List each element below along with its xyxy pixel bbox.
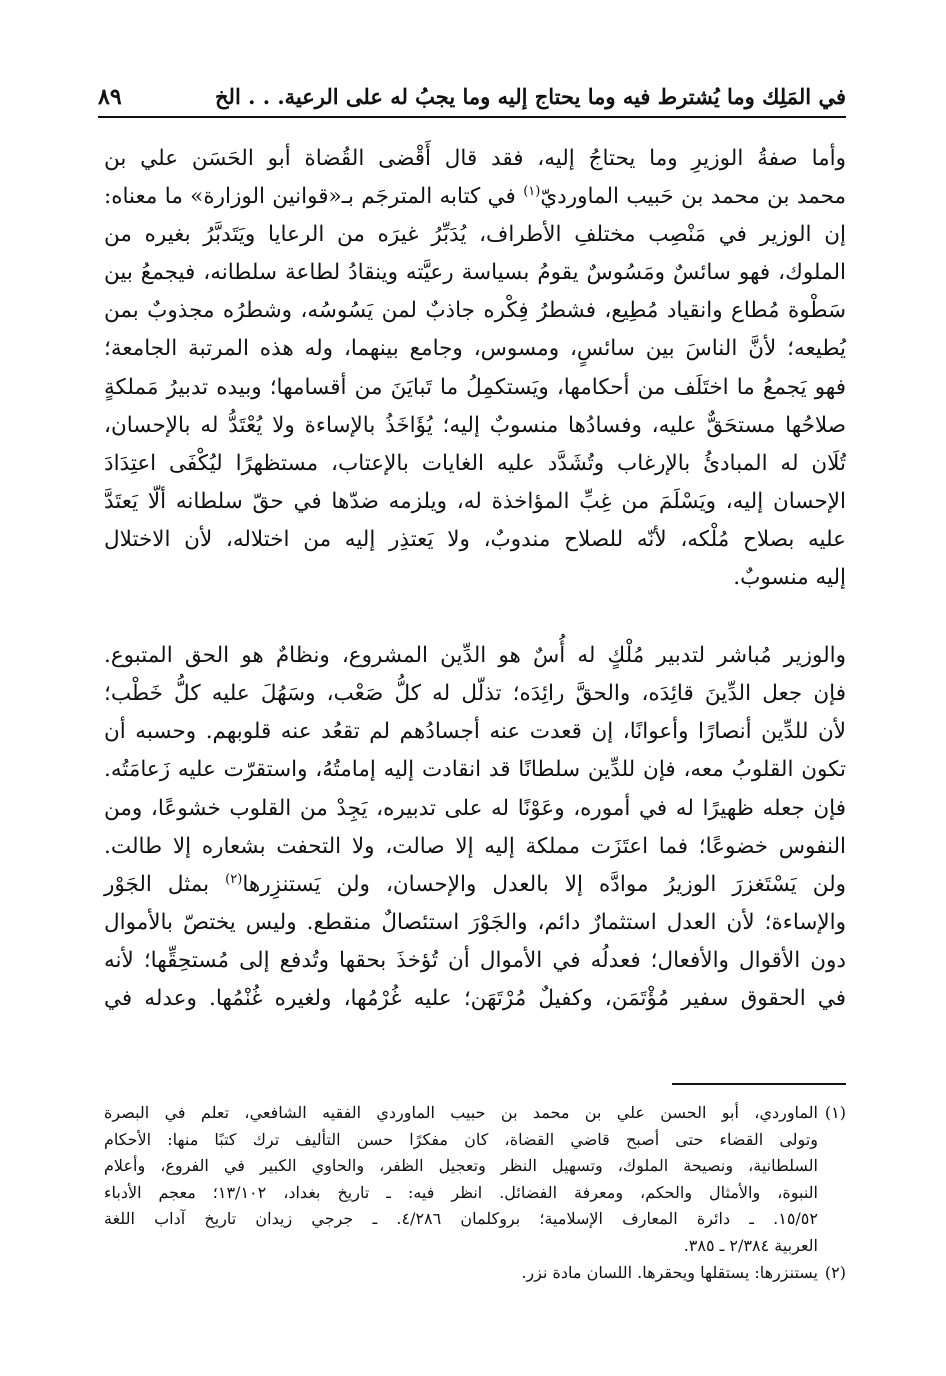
text-line (104, 178, 846, 216)
footnote-separator (672, 1083, 846, 1085)
text-line: صلاحُها مستحَقٌّ عليه، وفسادُها منسوبٌ إليه؛ يُؤَاخَذُ بالإساءة ولا يُعْتَدُّ له بالإحسان، (104, 412, 846, 438)
text-line: تكون القلوبُ معه، فإن للدِّين سلطانًا قد انقادت إليه إمامتُهُ، واستقرّت عليه زَعامَتُه. (104, 757, 846, 783)
text-line: فإن جعله ظهيرًا له في أموره، وعَوْنًا له على تدبيره، يَجِدْ من القلوب خشوعًا، ومن (104, 795, 846, 821)
text-line: تُلَان له المبادئُ بالإرغاب وتُشَدَّد عليه الغايات بالإعتاب، مستظهرًا ليُكْفَى اعتِدَادَ (104, 450, 846, 476)
text-line: والوزير مُباشر لتدبير مُلْكٍ له أُسٌ هو الدِّين المشروع، ونظامٌ هو الحق المتبوع. (104, 643, 846, 669)
text-line: يُطيعه؛ لأنَّ الناسَ بين سائسٍ، ومسوس، وجامع بينهما، وله هذه المرتبة الجامعة؛ (104, 336, 846, 362)
footnote-line: الماوردي، أبو الحسن علي بن محمد بن حبيب الماوردي الفقيه الشافعي، تعلم في البصرة (104, 1103, 818, 1122)
paragraph-gap (104, 597, 846, 637)
text-line: الإحسان إليه، ويَسْلَمَ من غِبِّ المؤاخذة له، ويلزمه ضدّها في حقّ سلطانه ألّا يَعتَدَّ (104, 488, 846, 514)
footnote-2 (104, 1260, 846, 1287)
text-segment: في كتابه المترجَم بـ«قوانين الوزارة» ما معناه: (104, 184, 516, 210)
footnote-line: وتولى القضاء حتى أصبح قاضي القضاة، كان مفكرًا حسن التأليف ترك كتبًا منها: الأحكام (104, 1129, 818, 1149)
text-segment: بمثل الجَوْر (104, 871, 210, 897)
text-line: سَطْوة مُطاع وانقياد مُطِيع، فشطرُ فِكْره جاذبٌ لمن يَسُوسُه، وشطرُه مجذوبٌ بمن (104, 298, 846, 324)
footnote-ref-1[interactable]: (١) (523, 183, 541, 199)
footnote-line: ١٥/٥٢. ـ دائرة المعارف الإسلامية؛ بروكلمان ٤/٢٨٦. ـ جرجي زيدان تاريخ آداب اللغة (104, 1209, 818, 1229)
text-line: الملوك، فهو سائسٌ ومَسُوسٌ يقومُ بسياسة رعيَّته وينقادُ لطاعة سلطانه، فيجمعُ بين (104, 260, 846, 286)
chapter-title: في المَلِك وما يُشترط فيه وما يحتاج إليه وما يجبُ له على الرعية. . . الخ (214, 84, 846, 109)
footnote-ref-2[interactable]: (٢) (225, 871, 243, 887)
footnote-line: يستنزرها: يستقلها ويحقرها. اللسان مادة نزر. (521, 1262, 818, 1282)
text-line: إن الوزير في مَنْصِب مختلفِ الأطراف، يُدَبِّرُ غيرَه من الرعايا ويَتَدبَّرُ بغيره من (104, 222, 846, 248)
text-segment: محمد بن محمد بن حَبيب الماورديّ (540, 184, 846, 210)
text-line: لأن للدِّين أنصارًا وأعوانًا، إن قعدت عنه أجسادُهم لم تقعُد عنه قلوبهم. وحسبه أن (104, 719, 846, 745)
footnote-line: العربية ٢/٣٨٤ ـ ٣٨٥. (683, 1235, 818, 1255)
main-text (104, 140, 846, 1018)
text-line: فإن جعل الدِّينَ قائِدَه، والحقَّ رائِدَه؛ تذلّل له كلُّ صَعْب، وسَهُلَ عليه كلُّ خَطْب؛ (104, 681, 846, 707)
text-line: في الحقوق سفير مُؤْتَمَن، وكفيلٌ مُرْتَهَن؛ عليه غُرْمُها، ولغيره غُنْمُها. وعدله في (104, 985, 846, 1011)
text-line: دون الأقوال والأفعال؛ فعدلُه في الأموال أن تُؤخذَ بحقها وتُدفع إلى مُستحِقِّها؛ لأنه (104, 947, 846, 973)
paragraph-1 (104, 140, 846, 597)
footnote-line: السلطانية، ونصيحة الملوك، وتسهيل النظر وتعجيل الظفر، والحاوي الكبير في الفروع، وأعلام (104, 1156, 818, 1176)
text-line: النفوس خضوعًا؛ فما اعتَزَت مملكة إليه إلا صالت، ولا التحفت بشعاره إلا طالت. (104, 833, 846, 859)
footnote-number: (٢) (824, 1262, 846, 1282)
text-line (104, 866, 846, 904)
footnote-1 (104, 1100, 846, 1260)
footnotes (104, 1100, 846, 1286)
text-line: فهو يَجمعُ ما اختَلَف من أحكامها، ويَستكمِلُ ما تَبايَنَ من أقسامها؛ وبيده تدبيرُ مَملكةٍ (104, 374, 846, 400)
text-segment: ولن يَسْتَغزرَ الوزيرُ موادَّه إلا بالعدل والإحسان، ولن يَستنزِرها (242, 871, 847, 897)
footnote-number: (١) (824, 1103, 846, 1122)
footnote-line: النبوة، والأمثال والحكم، ومعرفة الفضائل. انظر فيه: ـ تاريخ بغداد، ١٣/١٠٢؛ معجم الأدباء (104, 1182, 818, 1202)
text-line: عليه بصلاح مُلْكه، لأنّه للصلاح مندوبٌ، ولا يَعتذِر إليه من اختلاله، لأن الاختلال (104, 526, 846, 552)
text-line: إليه منسوبٌ. (733, 565, 846, 591)
running-header (98, 82, 846, 118)
page-number: ٨٩ (98, 84, 122, 110)
paragraph-2 (104, 637, 846, 1018)
text-line: وأما صفةُ الوزيرِ وما يحتاجُ إليه، فقد قال أَقْضى القُضاة أبو الحَسَن علي بن (104, 146, 846, 171)
text-line: والإساءة؛ لأن العدل استثمارٌ دائم، والجَوْرَ استئصالٌ منقطع. وليس يختصّ بالأموال (104, 909, 846, 935)
